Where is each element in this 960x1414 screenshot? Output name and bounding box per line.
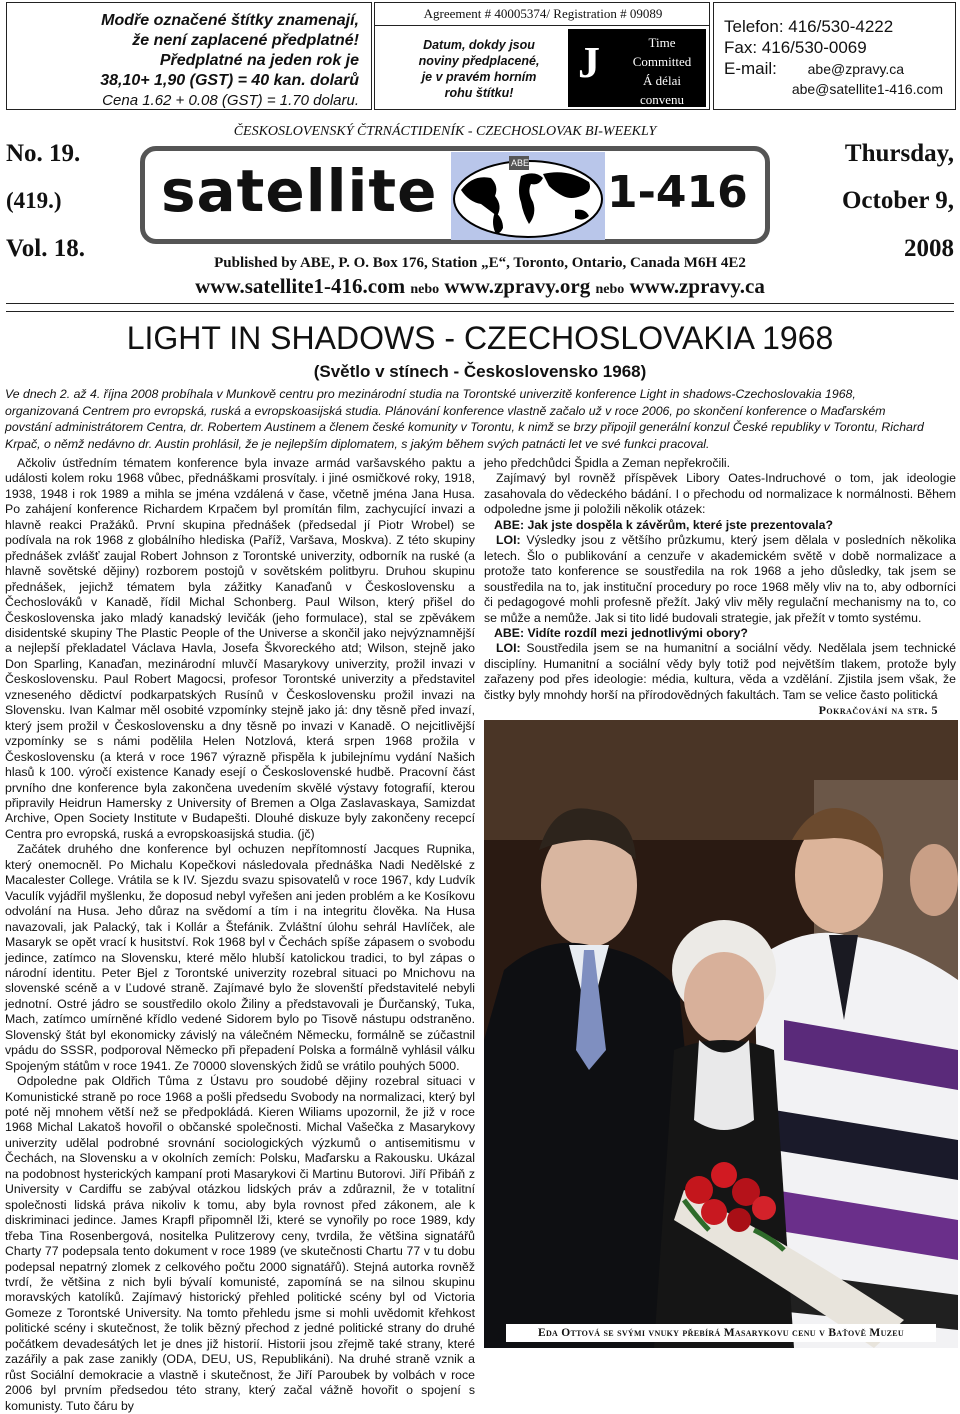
globe-logo <box>451 152 605 240</box>
subhead: (Světlo v stínech - Československo 1968) <box>313 362 647 381</box>
subscription-line4: 38,10+ 1,90 (GST) = 40 kan. dolarů <box>100 72 359 89</box>
contact-box <box>713 2 956 110</box>
volume: Vol. 18. <box>6 235 85 262</box>
left-column <box>5 456 475 1413</box>
websites: www.satellite1-416.com nebo www.zpravy.org nebo www.zpravy.ca <box>195 274 765 298</box>
subscription-line5: Cena 1.62 + 0.08 (GST) = 1.70 dolaru. <box>102 92 359 109</box>
left-paragraph-1: Ačkoliv ústředním tématem konference byla invaze armád varšavského paktu a události kolem roku 1968 vůbec, přednáškami prosvítaly. i jiné osmičkové roky, 1918, 1938, 1948 i rok 1989 a mihla se jména vzdálená v čase, včetně jména Jana Husa. Po zahájení konference Richardem Krpačem byl promítán film, zachycující invazi a hlavně reakci Pražáků. První skupina přednášek (předsedal jí Piotr Wrobel) se podívala na rok 1968 z globálního hlediska (Paříž, Varšava, Moskva). Z této skupiny přednášek zvlášť zaujal Robert Johnson z Torontské univerzity, odborník na ruské (a hlavně sovětské dějiny) rozborem postojů v sovětském politbyru. Druhou skupinu přednášek, jejichž tématem byla zážitky Kanaďanů v Československu a Čechoslováků v Kanadě, řídil Michal Schonberg. Paul Wilson, který přišel do Československa jako mladý kanadský levičák (jeho formulace), stal se zpěvákem disidentské skupiny The Plastic People of the Universe a skončil jako nejvýznamnější a nejlepší překladatel Václava Havla, Josefa Škvoreckého atd; Wilson, stejně jako Don Sparling, Kanaďan, mezinárodní mluvčí Masarykovy univerzity, prožil invazi v Československu. Paul Robert Magocsi, profesor Torontské univerzity a představitel vzneseného dědictví podkarpatských Rusínů v Československu prožil invazi na Slovensku. Ivan Kalmar měl osobité vzpomínky stejně jako já: dny těsně před invazí, který jsem prožil v Československu a dny těsně po invazi v Kanadě. O nejcitlivější vzpomínky se s námi podělila Helen Notzlová, která srpen 1968 prožila v Československu (a která v roce 1967 výrazně přispěla k jubilejnímu vydání Našich hlasů k 100. výročí existence Kanady esejí o Československé hudbě. Pracovní část prvního dne konference byla zakončena uvedením skvělé výstavy fotografií, kterou připravily Heidrun Hamersky z University of Bremen a Olga Zaslavaskaya, Samizdat Archive, Open Society Institute v Budapešti. Dlouhé diskuze byly zakončeny recepcí Centra pro evropská, ruská a evropskoasijská studia. (jč) <box>5 456 475 841</box>
interview-question-2: ABE: Vidíte rozdíl mezi jednotlivými obory? <box>494 625 748 640</box>
year: 2008 <box>904 235 954 262</box>
subscription-line1: Modře označené štítky znamenají, <box>101 12 359 29</box>
masthead-divider <box>6 303 954 312</box>
left-paragraph-2: Začátek druhého dne konference byl ochuzen nepřítomností Jacques Rupnika, který onemocněl. Po Michalu Kopečkovi následovala přednáška Nadi Nedělské z Macalester College. Vrátila se k IV. Sjezdu svazu spisovatelů v roce 1967, kdy Ludvík Vaculík vyjádřil myšlenku, že doposud nebyl vyřešen ani jeden problém a ke Kosíkovu odvolání na Husa. Jeho důraz na svědomí a tím i na integritu člověka. Na Husa navazovali, jak Palacký, tak i Kollár a Štefánik. Zvláštní úlohu sehrál Havlíček, ale Masaryk se opět vrací k husitství. Rok 1968 byl v Čechách spíše zápasem o svobodu jedince, zatímco na Slovensku, které mělo hlubší katolickou tradici, to byl zápas o národní identitu. Peter Bjel z Torontské univerzity rozebral situaci po Mnichovu na slovenské scéně a v Ľudové straně. Zajímavé bylo že slovenští představitelé nebyli jednotní. Ostré jádro se soustředilo okolo Žiliny a představovali je Ďurčanský, Tuka, Mach, zatímco umírněné křídlo vedené Sidorem bylo po Tisově nástupu odstraněno. Slovenský štát byl ekonomicky závislý na válečném Německu, formálně se zúčastnil vpádu do SSSR, podporoval Německo při přepadení Polska a formálně vyhlásil válku Spojeným státům v roce 1941. Ze 70000 slovenských židů se vrátilo pouhých 5000. <box>5 842 475 1073</box>
logo-text: Time Committed Á délai convenu <box>632 35 692 107</box>
agreement-line <box>375 25 709 26</box>
email-1[interactable]: abe@zpravy.ca <box>807 61 905 77</box>
issue-number: No. 19. <box>6 140 81 167</box>
right-paragraph-2: Zajímavý byl rovněž příspěvek Libory Oates-Indruchové o tom, jak ideologie zasahovala do vědeckého bádání. I o přechodu od normalizace k normálnosti. Během odpoledne jsme ji položili několik otázek: <box>484 471 956 517</box>
interview-answer-1: LOI: Výsledky jsou z většího průzkumu, který jsem dělala v posledních několika letech. Šlo o publikování a cenzuře v akademickém světě v době normalizace a protože tato konference se soustředila na rok 1968 a jeho důsledky, tak jsem se soustředila na to, jak instituční procedury po roce 1968 měly vliv na to, aby odborníci či pedagogové mohli profesně přežít. Jaký vliv měly regulační mechanismy na to, co se může a nemůže. Jak si tito lidé budovali strategie, jak přežít v tomto systému. <box>484 533 956 625</box>
photo-caption: Eda Ottová se svými vnuky přebírá Masarykovu cenu v Baťově Muzeu <box>506 1324 936 1342</box>
continued-note: Pokračování na str. 5 <box>818 703 938 717</box>
website-1[interactable]: www.satellite1-416.com <box>195 274 406 298</box>
world-globe-icon <box>451 152 605 240</box>
right-paragraph-1: jeho předchůdci Špidla a Zeman nepřekročili. <box>484 456 731 470</box>
agreement-header: Agreement # 40005374/ Registration # 09089 <box>423 6 663 21</box>
right-column <box>484 456 956 702</box>
phone: Telefon: 416/530-4222 <box>724 17 894 36</box>
email-row: E-mail: abe@zpravy.ca <box>724 59 905 78</box>
subscription-box <box>6 2 372 110</box>
subscription-line2: že není zaplacené předplatné! <box>132 32 359 49</box>
masthead-banner <box>140 146 770 244</box>
date: October 9, <box>841 187 954 214</box>
agreement-box <box>374 2 710 110</box>
svg-text:ABE: ABE <box>511 158 530 168</box>
tagline: ČESKOSLOVENSKÝ ČTRNÁCTIDENÍK - CZECHOSLOVAK BI-WEEKLY <box>233 124 657 139</box>
interview-question-1: ABE: Jak jste dospěla k závěrům, které jste prezentovala? <box>494 517 833 532</box>
time-committed-logo <box>568 29 706 107</box>
masthead-number: 1-416 <box>607 167 748 218</box>
fax: Fax: 416/530-0069 <box>724 38 867 57</box>
email-2[interactable]: abe@satellite1-416.com <box>791 81 943 97</box>
weekday: Thursday, <box>844 140 954 167</box>
website-2[interactable]: www.zpravy.org <box>444 274 591 298</box>
logo-letter: J <box>578 38 600 87</box>
paid-date-note: Datum, dokdy jsou noviny předplacené, je v pravém horním rohu štítku! <box>418 38 540 100</box>
left-paragraph-3: Odpoledne pak Oldřich Tůma z Ústavu pro soudobé dějiny rozebral situaci v Komunistické straně po roce 1968 a pošli předsedu Svobody na normalizaci, který byl poté něj mnohem větší než se předpokládá. Kieren Wiliams upozornil, že již v roce 1968 Michal Lakatoš hovořil o občanské společnosti. Michal Vašečka z Masarykovy univerzity udělal podrobné srovnání sociologických výzkumů o antisemitismu v Čechách, na Slovensku a v okolních zemích: Polsku, Maďarsku a Rakousku. Ukázal na podobnost hysterických kampaní proti Masarykovi či Martinu Butorovi. Jiří Přibáň z University v Cardiffu se zabýval otázkou lidských práv a zdůraznil, že v totalitní společnosti lidská práva nikoliv k tomu, aby byla rovnost před zákonem, ale k diskriminaci jedince. James Krapfl připomněl lži, které se vynořily po roce 1989, kdy třeba Tina Rosenbergová, nositelka Pulitzerovy ceny, tvrdila, že většina signatářů Charty 77 podepsala tento dokument v roce 1989 (ve skutečnosti Chartu 77 v tu dobu podepsal nepatrný zlomek z celkového počtu 2000 signatářů). Stejná autorka rovněž tvrdí, že většina z nich byli bývalí komunisté, zapomíná se na silnou skupinu moravských katolíků. Zajímavý historický přehled politické scény byl od Victoria Gomeze z Torontské University. Na tomto přehledu jsme si mohli uvědomit křehkost politické scény i skutečnost, že tolik bězný přechod z jedné politické strany do druhé počátkem devadesátých let je dnes již historií. Historii jsou zřejmě také strany, které zazářily a pak zase zanikly (ODA, DEU, US, Republikáni). Na druhé straně vznik a růst Sociální demokracie a vlastně i skutečnost, že Jiří Paroubek by volbách v roce 2006 byl prvním předsedou této strany, který začal vážně hovořit o spojení s komunisty. Tuto čáru by <box>5 1074 475 1413</box>
lead-paragraph: Ve dnech 2. až 4. října 2008 probíhala v Munkově centru pro mezinárodní studia na Torontské univerzitě konference Light in shadows-Czechoslovakia 1968, organizovaná Centrem pro evropská, ruská a evropskoasijská studia. Plánování konference vlastně začalo už v roce 2006, po skončení konference o Maďarském povstání administrátorem Centra, dr. Robertem Austinem a členem české komunity v Torontu, k nimž se brzy připojil generální konzul České republiky v Torontu, Richard Krpač, o němž nedávno dr. Austin prohlásil, že je nejlepším diplomatem, s jakým během svých patnácti let ve své funkci pracoval. <box>5 387 924 451</box>
website-3[interactable]: www.zpravy.ca <box>629 274 765 298</box>
publisher: Published by ABE, P. O. Box 176, Station „E“, Toronto, Ontario, Canada M6H 4E2 <box>214 255 746 271</box>
headline: LIGHT IN SHADOWS - CZECHOSLOVAKIA 1968 <box>126 320 834 356</box>
interview-answer-2: LOI: Soustředila jsem se na humanitní a sociální vědy. Nedělala jsem technické disciplíny. Humanitní a sociální vědy byly totiž pod největším tlakem, protože byly zařazeny pod přes ideologie: média, kultura, věda a vzdělání. Zjistila jsem však, že čistky byly mnohdy horší na přírodovědných fakultách. Tam se velice často politická <box>484 641 956 702</box>
issue-total: (419.) <box>6 188 62 213</box>
masthead-title: satellite <box>161 157 438 225</box>
award-photo <box>484 720 958 1348</box>
subscription-line3: Předplatné na jeden rok je <box>159 52 359 69</box>
photo-illustration <box>484 720 958 1348</box>
